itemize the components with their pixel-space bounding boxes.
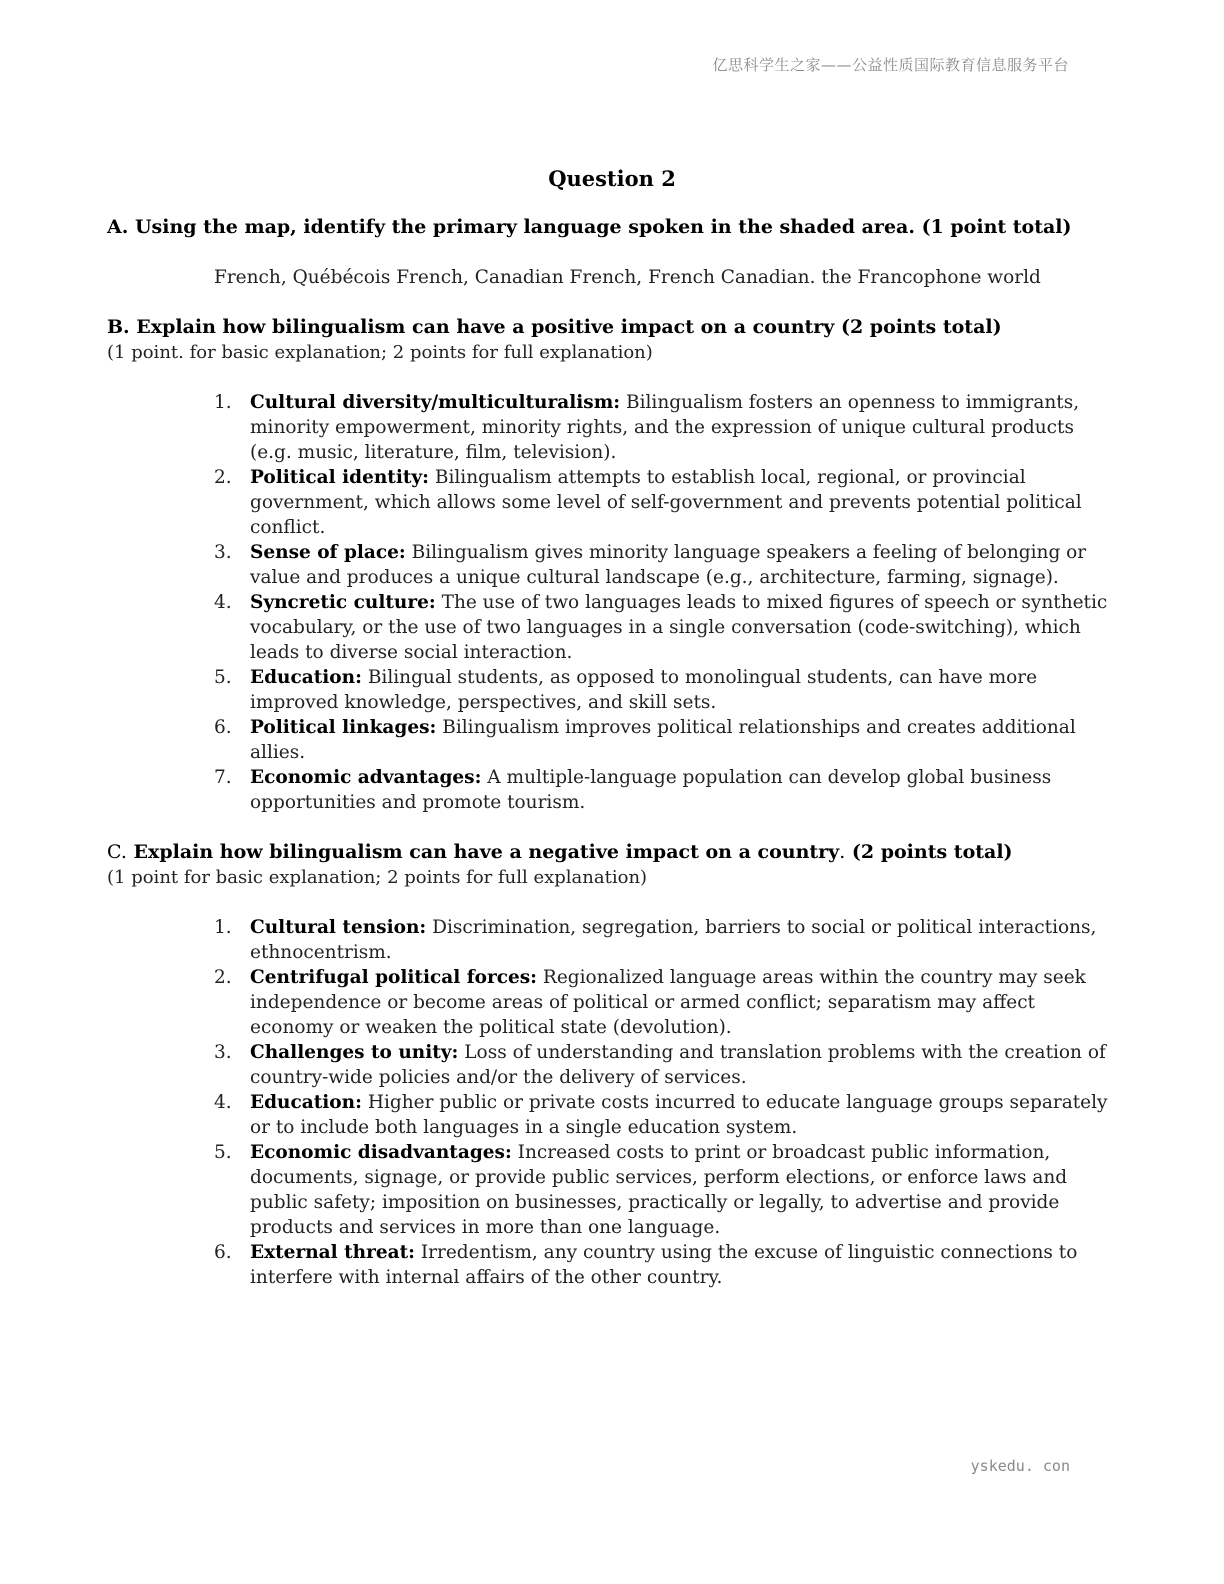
item-term: Syncretic culture: — [250, 592, 436, 613]
section-c-heading-main: Explain how bilingualism can have a negative impact on a country — [133, 841, 840, 863]
list-item — [107, 665, 1117, 715]
item-text: The use of two languages leads to mixed figures of speech or synthetic vocabulary, or the use of two languages in a single conversation (code-switching), which leads to diverse social interaction. — [250, 592, 1108, 663]
list-item — [107, 1240, 1117, 1290]
item-text: Regionalized language areas within the country may seek independence or become areas of political or armed conflict; separatism may affect economy or weaken the political state (devolution). — [250, 967, 1086, 1038]
list-item — [107, 915, 1117, 965]
document-body — [107, 166, 1117, 1315]
item-term: Cultural diversity/multiculturalism: — [250, 392, 621, 413]
item-text: Higher public or private costs incurred to educate language groups separately or to include both languages in a single education system. — [250, 1092, 1108, 1138]
item-term: Economic disadvantages: — [250, 1142, 512, 1163]
item-term: Cultural tension: — [250, 917, 427, 938]
section-a-heading: A. Using the map, identify the primary language spoken in the shaded area. (1 point total) — [107, 216, 1072, 238]
item-number: 2. — [214, 967, 232, 988]
list-item — [107, 390, 1117, 465]
item-number: 6. — [214, 1242, 232, 1263]
item-text: Irredentism, any country using the excuse of linguistic connections to interfere with internal affairs of the other country. — [250, 1242, 1078, 1288]
item-text: Bilingualism fosters an openness to immigrants, minority empowerment, minority rights, and the expression of unique cultural products (e.g. music, literature, film, television). — [250, 392, 1080, 463]
item-number: 4. — [214, 1092, 232, 1113]
list-item — [107, 590, 1117, 665]
page-title: Question 2 — [548, 166, 676, 191]
item-term: Sense of place: — [250, 542, 406, 563]
list-item — [107, 1140, 1117, 1240]
item-term: Political identity: — [250, 467, 429, 488]
item-text: Bilingualism improves political relationships and creates additional allies. — [250, 717, 1076, 763]
section-a-answer: French, Québécois French, Canadian French, French Canadian. the Francophone world — [214, 267, 1041, 288]
item-number: 6. — [214, 717, 232, 738]
section-c-heading — [107, 840, 1117, 865]
item-term: Political linkages: — [250, 717, 437, 738]
item-text: Discrimination, segregation, barriers to social or political interactions, ethnocentrism. — [250, 917, 1097, 963]
list-item — [107, 1090, 1117, 1140]
list-item — [107, 715, 1117, 765]
item-term: Economic advantages: — [250, 767, 482, 788]
item-number: 1. — [214, 917, 232, 938]
list-item — [107, 540, 1117, 590]
header-watermark: 亿思科学生之家——公益性质国际教育信息服务平台 — [712, 56, 1069, 74]
item-number: 5. — [214, 667, 232, 688]
item-number: 1. — [214, 392, 232, 413]
item-number: 3. — [214, 542, 232, 563]
list-item — [107, 465, 1117, 540]
section-c-prefix: C. — [107, 841, 127, 863]
item-number: 7. — [214, 767, 232, 788]
list-item — [107, 965, 1117, 1040]
item-term: External threat: — [250, 1242, 415, 1263]
item-text: Bilingualism gives minority language speakers a feeling of belonging or value and produces a unique cultural landscape (e.g., architecture, farming, signage). — [250, 542, 1087, 588]
item-text: Bilingualism attempts to establish local, regional, or provincial government, which allows some level of self-government and prevents potential political conflict. — [250, 467, 1082, 538]
footer-watermark: yskedu. con — [970, 1457, 1070, 1475]
section-b-heading: B. Explain how bilingualism can have a positive impact on a country (2 points total) — [107, 316, 1002, 338]
section-b-list — [107, 390, 1117, 815]
item-number: 4. — [214, 592, 232, 613]
item-number: 2. — [214, 467, 232, 488]
item-term: Challenges to unity: — [250, 1042, 459, 1063]
item-text: Increased costs to print or broadcast public information, documents, signage, or provide public services, perform elections, or enforce laws and public safety; imposition on businesses, practically or legally, to advertise and provide products and services in more than one language. — [250, 1142, 1068, 1238]
item-text: Bilingual students, as opposed to monolingual students, can have more improved knowledge, perspectives, and skill sets. — [250, 667, 1038, 713]
item-number: 5. — [214, 1142, 232, 1163]
item-text: A multiple-language population can develop global business opportunities and promote tourism. — [250, 767, 1052, 813]
section-b-note: (1 point. for basic explanation; 2 points for full explanation) — [107, 342, 653, 363]
section-c-list — [107, 915, 1117, 1290]
section-c-points: (2 points total) — [851, 841, 1013, 863]
section-c-heading-dot: . — [839, 841, 846, 863]
item-term: Centrifugal political forces: — [250, 967, 538, 988]
list-item — [107, 765, 1117, 815]
item-term: Education: — [250, 1092, 362, 1113]
item-term: Education: — [250, 667, 362, 688]
section-c-note: (1 point for basic explanation; 2 points for full explanation) — [107, 867, 648, 888]
item-number: 3. — [214, 1042, 232, 1063]
item-text: Loss of understanding and translation problems with the creation of country-wide policies and/or the delivery of services. — [250, 1042, 1106, 1088]
list-item — [107, 1040, 1117, 1090]
